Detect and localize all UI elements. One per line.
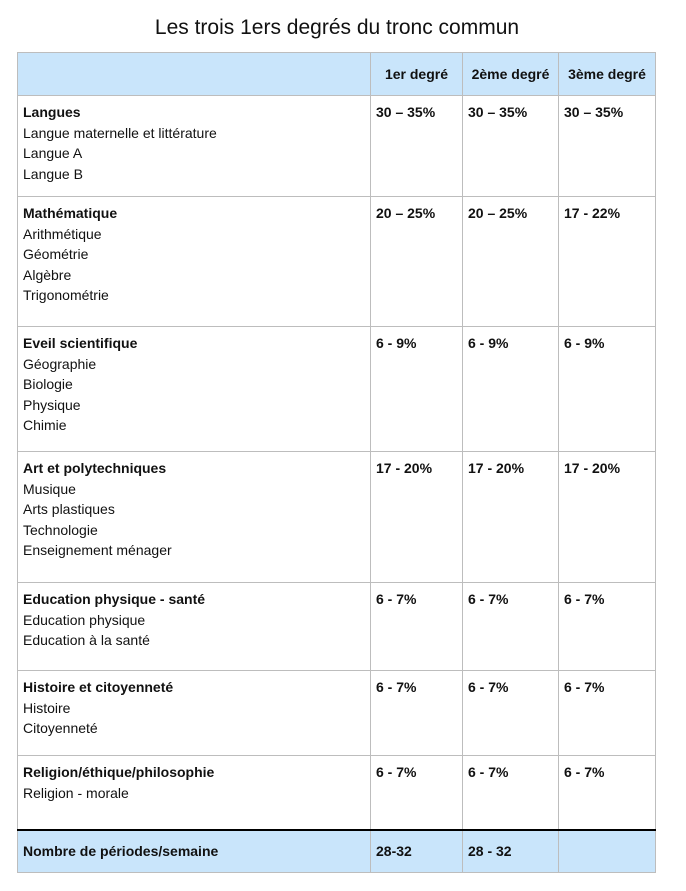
page-title: Les trois 1ers degrés du tronc commun (154, 16, 520, 39)
subject-item: Education physique (23, 611, 146, 628)
subject-item: Arithmétique (23, 225, 102, 242)
degree-2-value: 6 - 7% (463, 583, 559, 671)
table-row (18, 756, 656, 830)
subject-item: Langue B (23, 165, 83, 182)
degree-3-value: 17 - 20% (559, 452, 656, 583)
subject-cell (18, 756, 371, 830)
header-degree-2: 2ème degré (463, 53, 559, 96)
footer-degree-1-value: 28-32 (371, 830, 463, 873)
degree-1-value: 30 – 35% (371, 96, 463, 197)
degree-3-value: 6 - 7% (559, 671, 656, 756)
subject-title: Religion/éthique/philosophie (23, 764, 215, 780)
degree-3-value: 6 - 7% (559, 756, 656, 830)
table-row (18, 452, 656, 583)
degree-1-value: 6 - 7% (371, 671, 463, 756)
degree-2-value: 6 - 9% (463, 327, 559, 452)
degree-1-value: 6 - 7% (371, 583, 463, 671)
subject-title: Education physique - santé (23, 591, 206, 607)
table-row (18, 583, 656, 671)
subject-item: Biologie (23, 376, 73, 392)
subject-title: Langues (23, 104, 81, 120)
subject-item: Education à la santé (23, 632, 150, 648)
footer-degree-3-value (559, 830, 656, 873)
subject-title: Art et polytechniques (23, 460, 167, 476)
subject-item: Géographie (23, 355, 97, 372)
header-degree-1: 1er degré (371, 53, 463, 96)
subject-item: Trigonométrie (23, 287, 109, 303)
subject-item: Physique (23, 396, 81, 413)
subject-item: Histoire (23, 699, 71, 716)
degree-3-value: 6 - 7% (559, 583, 656, 671)
subject-item: Musique (23, 480, 76, 497)
table-row (18, 197, 656, 327)
table-row (18, 96, 656, 197)
degree-1-value: 20 – 25% (371, 197, 463, 327)
footer-label: Nombre de périodes/semaine (18, 830, 371, 873)
subject-cell (18, 197, 371, 327)
header-subject (18, 53, 371, 96)
subject-cell (18, 583, 371, 671)
degree-2-value: 20 – 25% (463, 197, 559, 327)
subject-cell (18, 327, 371, 452)
footer-degree-2-value: 28 - 32 (463, 830, 559, 873)
subject-item: Technologie (23, 521, 98, 538)
header-degree-3: 3ème degré (559, 53, 656, 96)
table-row (18, 671, 656, 756)
subject-title: Mathématique (23, 205, 118, 221)
subject-title: Eveil scientifique (23, 335, 138, 351)
degree-3-value: 6 - 9% (559, 327, 656, 452)
degree-1-value: 6 - 7% (371, 756, 463, 830)
degree-3-value: 17 - 22% (559, 197, 656, 327)
subject-cell (18, 96, 371, 197)
degree-1-value: 17 - 20% (371, 452, 463, 583)
subject-item: Religion - morale (23, 784, 129, 801)
subject-title: Histoire et citoyenneté (23, 679, 174, 695)
subject-cell (18, 452, 371, 583)
subject-item: Langue A (23, 145, 83, 161)
subject-item: Citoyenneté (23, 720, 98, 736)
subject-item: Enseignement ménager (23, 542, 172, 558)
subject-cell (18, 671, 371, 756)
degree-1-value: 6 - 9% (371, 327, 463, 452)
subject-item: Algèbre (23, 266, 72, 283)
curriculum-table (17, 52, 656, 873)
degree-2-value: 30 – 35% (463, 96, 559, 197)
degree-2-value: 17 - 20% (463, 452, 559, 583)
subject-item: Chimie (23, 417, 67, 433)
table-row (18, 327, 656, 452)
degree-2-value: 6 - 7% (463, 671, 559, 756)
subject-item: Géométrie (23, 246, 89, 262)
degree-3-value: 30 – 35% (559, 96, 656, 197)
subject-item: Langue maternelle et littérature (23, 124, 217, 141)
table-footer-row (18, 830, 656, 873)
table-header-row (18, 53, 656, 96)
subject-item: Arts plastiques (23, 501, 115, 517)
degree-2-value: 6 - 7% (463, 756, 559, 830)
